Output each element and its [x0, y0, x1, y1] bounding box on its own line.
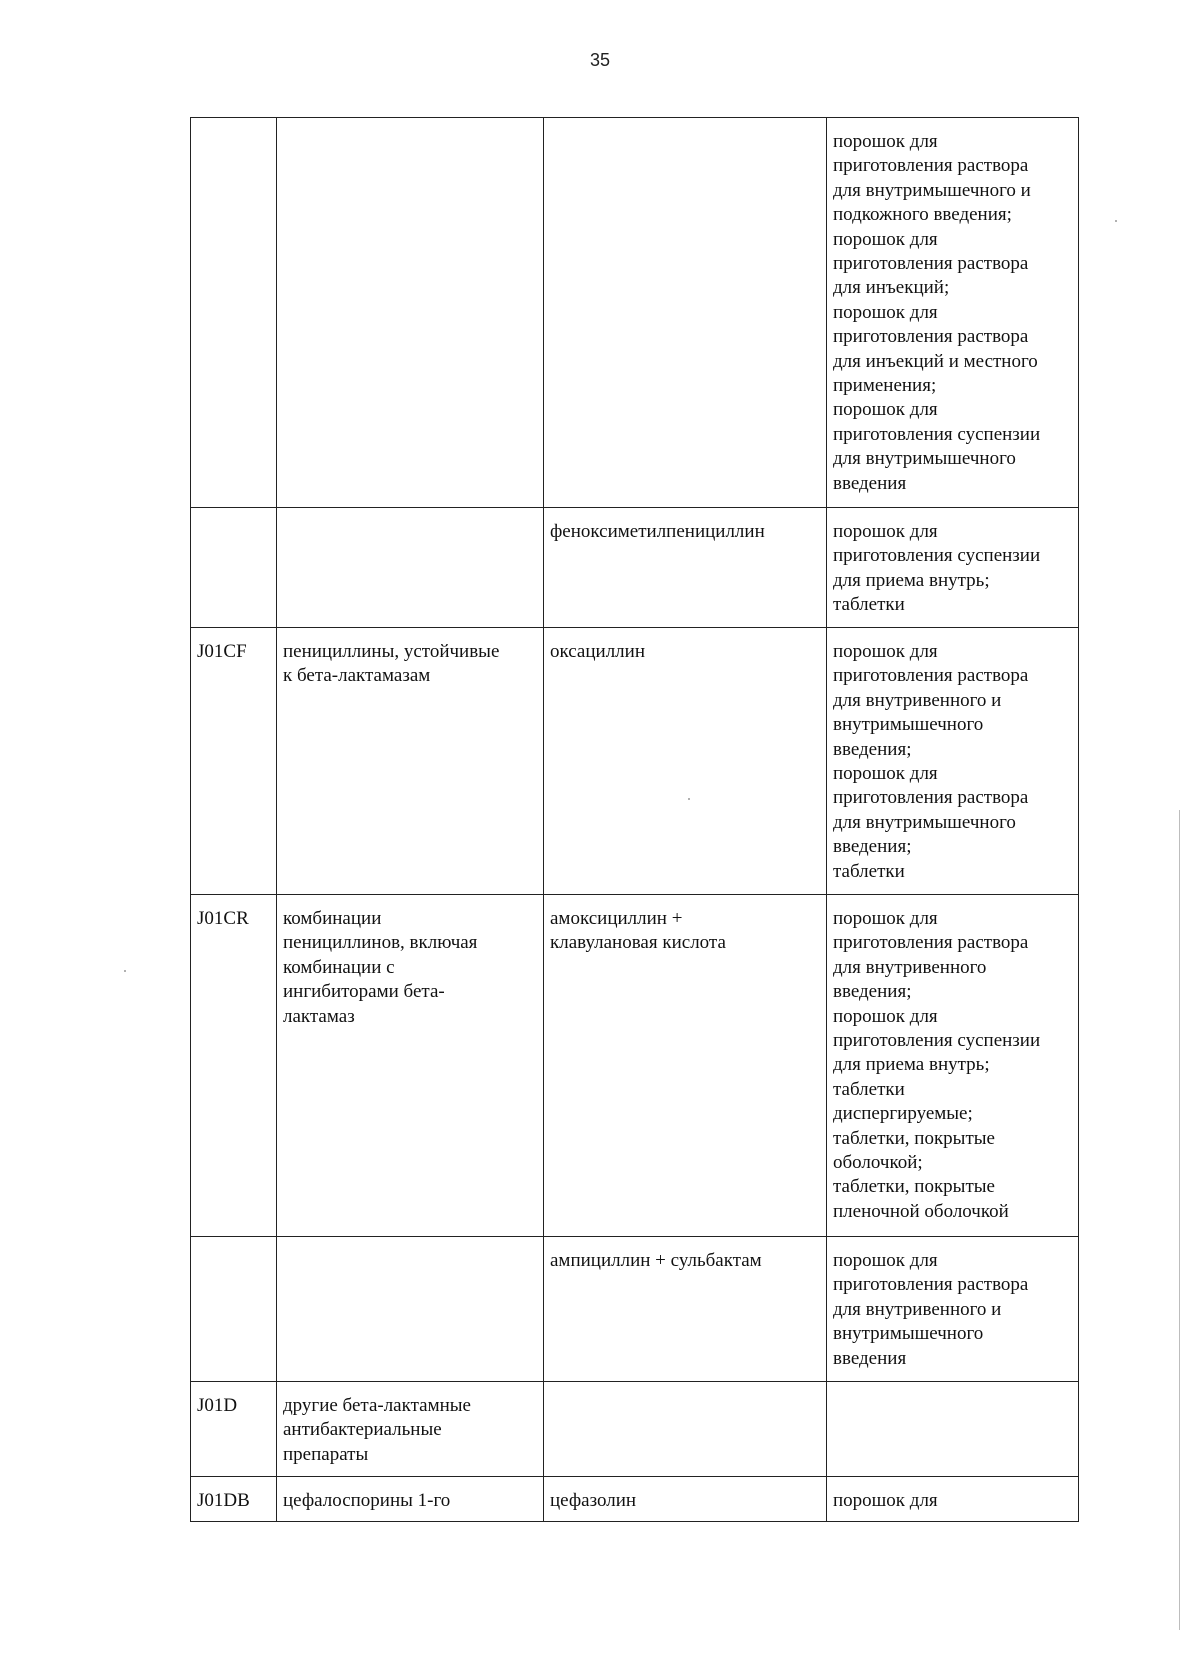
dosage-form-cell: порошок для приготовления раствора для внутривенного введения; порошок для приготовления суспензии для приема внутрь; таблетки диспергируемые; таблетки, покрытые оболочкой; таблетки, покрытые пленочной оболочкой: [827, 895, 1079, 1237]
group-cell: [277, 1237, 544, 1382]
group-cell: [277, 508, 544, 628]
dosage-form-cell: [827, 1382, 1079, 1477]
group-cell: цефалоспорины 1-го: [277, 1477, 544, 1522]
drug-name-cell: [544, 1382, 827, 1477]
atc-code-cell: J01CF: [191, 628, 277, 895]
atc-code-cell: J01D: [191, 1382, 277, 1477]
scan-speck: [1115, 220, 1117, 222]
page-number: 35: [589, 50, 611, 70]
table-row: [191, 895, 1079, 1237]
dosage-form-cell: порошок для приготовления раствора для внутривенного и внутримышечного введения; порошок для приготовления раствора для внутримышечного введения; таблетки: [827, 628, 1079, 895]
dosage-form-cell: порошок для: [827, 1477, 1079, 1522]
group-cell: [277, 118, 544, 508]
atc-code-cell: [191, 118, 277, 508]
drug-table: [190, 117, 1079, 1522]
drug-name-cell: цефазолин: [544, 1477, 827, 1522]
drug-name-cell: амоксициллин + клавулановая кислота: [544, 895, 827, 1237]
table-row: [191, 1382, 1079, 1477]
drug-name-cell: [544, 118, 827, 508]
atc-code-cell: [191, 508, 277, 628]
drug-name-cell: ампициллин + сульбактам: [544, 1237, 827, 1382]
scan-speck: [688, 798, 690, 800]
drug-name-cell: феноксиметилпенициллин: [544, 508, 827, 628]
drug-name-cell: оксациллин: [544, 628, 827, 895]
table-row: [191, 118, 1079, 508]
group-cell: другие бета-лактамные антибактериальные препараты: [277, 1382, 544, 1477]
table-row: [191, 1237, 1079, 1382]
table-row: [191, 628, 1079, 895]
atc-code-cell: J01DB: [191, 1477, 277, 1522]
dosage-form-cell: порошок для приготовления раствора для внутривенного и внутримышечного введения: [827, 1237, 1079, 1382]
group-cell: комбинации пенициллинов, включая комбинации с ингибиторами бета- лактамаз: [277, 895, 544, 1237]
group-cell: пенициллины, устойчивые к бета-лактамазам: [277, 628, 544, 895]
dosage-form-cell: порошок для приготовления раствора для внутримышечного и подкожного введения; порошок для приготовления раствора для инъекций; порошок для приготовления раствора для инъекций и местного применения; порошок для приготовления суспензии для внутримышечного введения: [827, 118, 1079, 508]
atc-code-cell: [191, 1237, 277, 1382]
atc-code-cell: J01CR: [191, 895, 277, 1237]
scan-speck: [124, 970, 126, 972]
dosage-form-cell: порошок для приготовления суспензии для приема внутрь; таблетки: [827, 508, 1079, 628]
table-row: [191, 508, 1079, 628]
table-row: [191, 1477, 1079, 1522]
scan-edge-line: [1179, 810, 1180, 1630]
